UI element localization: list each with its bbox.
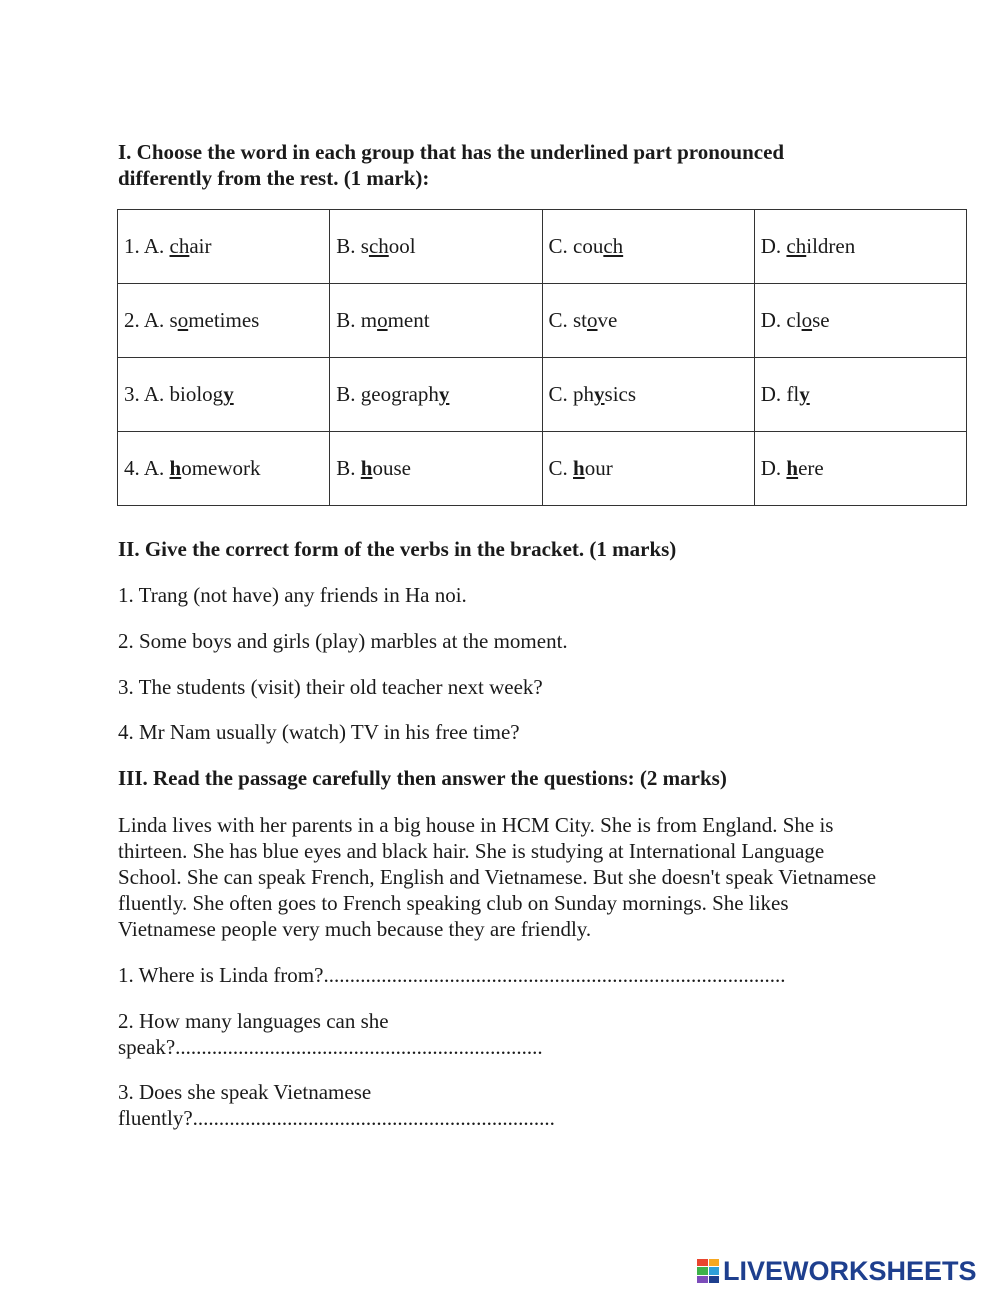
- table-row: [118, 210, 967, 284]
- word-option: [754, 210, 966, 284]
- word-text: C. st: [548, 308, 588, 332]
- word-option: [118, 210, 330, 284]
- logo-square: [697, 1259, 708, 1266]
- underlined-part: y: [799, 382, 810, 406]
- word-text: ouse: [372, 456, 411, 480]
- word-text: metimes: [188, 308, 260, 332]
- word-option: [754, 284, 966, 358]
- word-text: D. fl: [760, 382, 800, 406]
- word-option: [754, 358, 966, 432]
- logo-square: [709, 1259, 720, 1266]
- table-row: [118, 358, 967, 432]
- word-text: C.: [548, 456, 574, 480]
- underlined-part: o: [377, 308, 388, 332]
- underlined-part: y: [438, 382, 450, 406]
- reading-passage: Linda lives with her parents in a big house in HCM City. She is from England. She is thirteen. She has blue eyes and black hair. She is studying at International Language School. She can speak French, English and Vietnamese. But she doesn't speak Vietnamese fluently. She often goes to French speaking club on Sunday mornings. She likes Vietnamese people very much because they are friendly.: [118, 813, 877, 941]
- word-option: [330, 432, 542, 506]
- word-text: C. cou: [548, 234, 604, 258]
- underlined-part: h: [169, 456, 182, 480]
- word-text: C. ph: [548, 382, 595, 406]
- word-text: ere: [798, 456, 824, 480]
- word-option: [118, 284, 330, 358]
- verb-item-1: 1. Trang (not have) any friends in Ha noi.: [118, 583, 467, 607]
- underlined-part: y: [594, 382, 605, 406]
- logo-square: [709, 1276, 720, 1283]
- underlined-part: o: [177, 308, 189, 332]
- verb-item-3: 3. The students (visit) their old teacher next week?: [118, 675, 543, 699]
- word-text: B.: [336, 456, 361, 480]
- word-option: [754, 432, 966, 506]
- word-text: 2. A. s: [124, 308, 178, 332]
- word-text: B. geograph: [336, 382, 439, 406]
- word-text: ool: [388, 234, 416, 258]
- word-text: D.: [760, 234, 787, 258]
- word-text: 1. A.: [124, 234, 170, 258]
- table-row: [118, 284, 967, 358]
- logo-text: LIVEWORKSHEETS: [723, 1255, 977, 1286]
- word-text: D.: [760, 456, 787, 480]
- word-option: [330, 210, 542, 284]
- word-text: B. m: [336, 308, 378, 332]
- word-text: air: [189, 234, 212, 258]
- question-1: 1. Where is Linda from?........................................................................................: [118, 963, 786, 987]
- word-option: [118, 432, 330, 506]
- word-text: ildren: [806, 234, 856, 258]
- word-text: se: [812, 308, 830, 332]
- underlined-part: y: [223, 382, 234, 406]
- logo-square: [697, 1276, 708, 1283]
- pronunciation-table: [117, 209, 967, 506]
- question-3: 3. Does she speak Vietnamese fluently?.....................................................................: [118, 1080, 555, 1130]
- word-text: D. cl: [760, 308, 802, 332]
- section-2-heading: II. Give the correct form of the verbs in the bracket. (1 marks): [118, 537, 677, 561]
- word-option: [542, 358, 754, 432]
- verb-item-4: 4. Mr Nam usually (watch) TV in his free time?: [118, 720, 520, 744]
- word-text: ve: [597, 308, 618, 332]
- underlined-part: ch: [169, 234, 190, 258]
- underlined-part: o: [587, 308, 598, 332]
- underlined-part: ch: [786, 234, 807, 258]
- word-text: our: [584, 456, 613, 480]
- underlined-part: ch: [603, 234, 624, 258]
- table-row: [118, 432, 967, 506]
- word-option: [330, 358, 542, 432]
- word-option: [542, 210, 754, 284]
- word-option: [118, 358, 330, 432]
- word-option: [542, 432, 754, 506]
- word-text: omework: [181, 456, 261, 480]
- underlined-part: o: [801, 308, 813, 332]
- underlined-part: h: [360, 456, 373, 480]
- section-3-heading: III. Read the passage carefully then answer the questions: (2 marks): [118, 766, 727, 790]
- word-text: sics: [604, 382, 637, 406]
- underlined-part: h: [786, 456, 799, 480]
- underlined-part: h: [573, 456, 585, 480]
- logo-square: [697, 1267, 708, 1274]
- liveworksheets-logo-icon: [697, 1259, 719, 1283]
- section-1-heading: I. Choose the word in each group that has the underlined part pronounced differently from the rest. (1 mark):: [118, 140, 785, 190]
- word-option: [330, 284, 542, 358]
- word-text: ment: [387, 308, 430, 332]
- question-2: 2. How many languages can she speak?......................................................................: [118, 1009, 543, 1059]
- word-text: 4. A.: [124, 456, 170, 480]
- word-text: B. s: [336, 234, 369, 258]
- word-option: [542, 284, 754, 358]
- logo-square: [709, 1267, 720, 1274]
- verb-item-2: 2. Some boys and girls (play) marbles at the moment.: [118, 629, 568, 653]
- underlined-part: ch: [368, 234, 389, 258]
- word-text: 3. A. biolog: [124, 382, 224, 406]
- liveworksheets-logo: [697, 1256, 977, 1286]
